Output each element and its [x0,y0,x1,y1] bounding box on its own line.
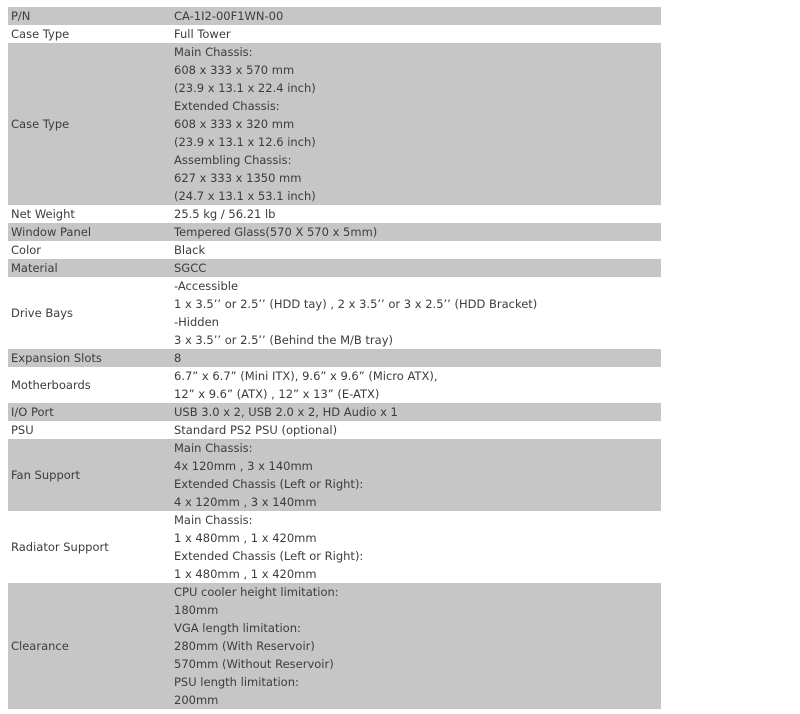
spec-value-line: Main Chassis: [174,45,253,59]
spec-table-body [8,7,661,709]
spec-label: I/O Port [8,403,168,421]
spec-value-line: SGCC [174,261,207,275]
spec-value-line: 1 x 3.5’’ or 2.5’’ (HDD tay) , 2 x 3.5’’ or 3 x 2.5’’ (HDD Bracket) [174,297,538,311]
spec-value-line: 200mm [174,693,219,707]
spec-row [8,367,661,403]
spec-row [8,205,661,223]
spec-value [168,7,661,25]
spec-value [168,259,661,277]
spec-value-line: 3 x 3.5’’ or 2.5’’ (Behind the M/B tray) [174,333,393,347]
spec-label: PSU [8,421,168,439]
spec-value [168,421,661,439]
spec-label: P/N [8,7,168,25]
spec-row [8,43,661,205]
spec-row [8,403,661,421]
spec-value-line: 4 x 120mm , 3 x 140mm [174,495,317,509]
spec-value-line: -Accessible [174,279,239,293]
spec-label: Material [8,259,168,277]
spec-label: Radiator Support [8,511,168,583]
spec-value-line: Main Chassis: [174,513,253,527]
spec-value-line: CA-1I2-00F1WN-00 [174,9,284,23]
spec-table [8,7,661,709]
spec-value [168,25,661,43]
spec-value [168,439,661,511]
spec-value-line: 1 x 480mm , 1 x 420mm [174,567,317,581]
spec-row [8,511,661,583]
spec-row [8,7,661,25]
spec-value-line: 608 x 333 x 570 mm [174,63,295,77]
spec-value [168,511,661,583]
spec-value-line: 608 x 333 x 320 mm [174,117,295,131]
spec-value-line: CPU cooler height limitation: [174,585,339,599]
spec-label: Expansion Slots [8,349,168,367]
spec-value [168,277,661,349]
spec-value-line: VGA length limitation: [174,621,301,635]
spec-value [168,349,661,367]
spec-value [168,583,661,709]
spec-row [8,223,661,241]
spec-value-line: Full Tower [174,27,231,41]
spec-value-line: 25.5 kg / 56.21 lb [174,207,276,221]
spec-value [168,205,661,223]
spec-value-line: 6.7” x 6.7” (Mini ITX), 9.6” x 9.6” (Micro ATX), [174,369,438,383]
spec-label: Window Panel [8,223,168,241]
spec-value-line: Black [174,243,206,257]
spec-value [168,367,661,403]
spec-label: Clearance [8,583,168,709]
spec-value-line: 570mm (Without Reservoir) [174,657,334,671]
spec-value [168,241,661,259]
spec-row [8,259,661,277]
spec-value-line: (24.7 x 13.1 x 53.1 inch) [174,189,316,203]
spec-value-line: 627 x 333 x 1350 mm [174,171,302,185]
spec-value-line: USB 3.0 x 2, USB 2.0 x 2, HD Audio x 1 [174,405,398,419]
spec-row [8,349,661,367]
spec-value-line: Main Chassis: [174,441,253,455]
spec-value-line: 4x 120mm , 3 x 140mm [174,459,313,473]
spec-value-line: (23.9 x 13.1 x 12.6 inch) [174,135,316,149]
spec-label: Drive Bays [8,277,168,349]
spec-value-line: 12” x 9.6” (ATX) , 12” x 13” (E-ATX) [174,387,380,401]
spec-value-line: 280mm (With Reservoir) [174,639,315,653]
spec-value-line: Assembling Chassis: [174,153,292,167]
spec-value-line: 180mm [174,603,219,617]
spec-value-line: 8 [174,351,182,365]
spec-value [168,403,661,421]
spec-label: Case Type [8,25,168,43]
spec-row [8,25,661,43]
spec-label: Fan Support [8,439,168,511]
spec-value-line: PSU length limitation: [174,675,299,689]
spec-row [8,241,661,259]
spec-label: Case Type [8,43,168,205]
spec-value-line: (23.9 x 13.1 x 22.4 inch) [174,81,316,95]
spec-value-line: Extended Chassis: [174,99,280,113]
spec-label: Net Weight [8,205,168,223]
spec-row [8,421,661,439]
spec-value-line: Standard PS2 PSU (optional) [174,423,338,437]
spec-value-line: -Hidden [174,315,219,329]
spec-label: Motherboards [8,367,168,403]
spec-value-line: Extended Chassis (Left or Right): [174,477,364,491]
spec-value [168,43,661,205]
spec-value-line: Tempered Glass(570 X 570 x 5mm) [174,225,378,239]
spec-value-line: Extended Chassis (Left or Right): [174,549,364,563]
spec-row [8,583,661,709]
spec-label: Color [8,241,168,259]
spec-value-line: 1 x 480mm , 1 x 420mm [174,531,317,545]
spec-value [168,223,661,241]
spec-row [8,277,661,349]
spec-row [8,439,661,511]
